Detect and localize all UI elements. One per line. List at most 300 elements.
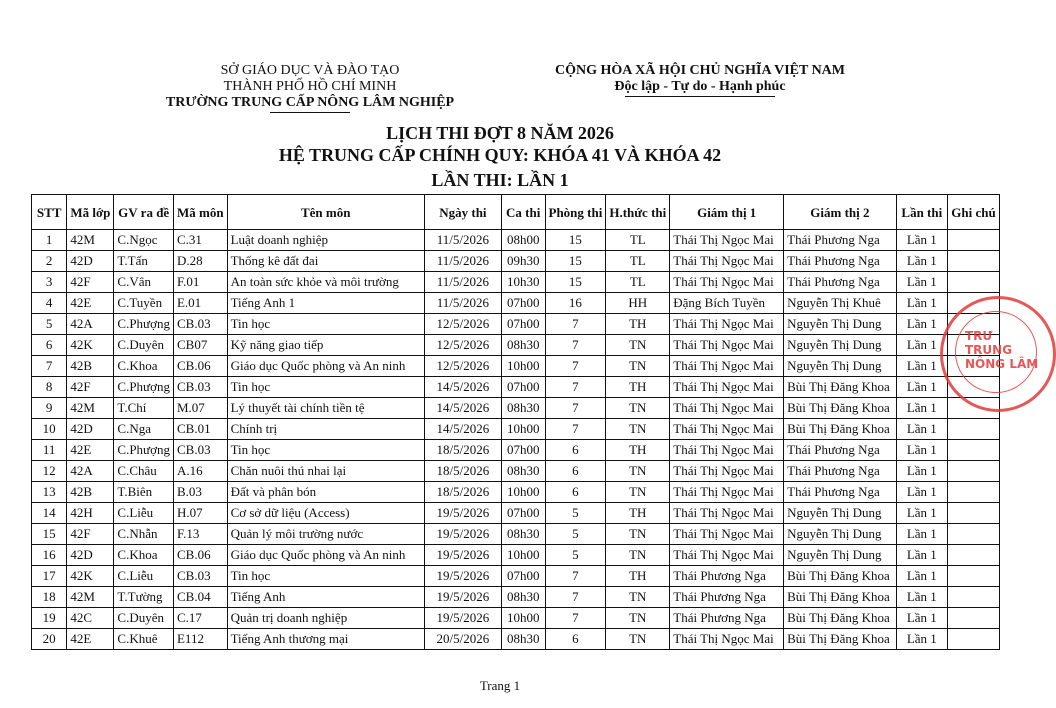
table-row [32,629,1000,650]
cell-attempt: Lần 1 [896,230,947,251]
cell-stt: 20 [32,629,67,650]
cell-exam-format: TN [606,398,670,419]
cell-stt: 7 [32,356,67,377]
cell-proctor-2: Thái Phương Nga [784,272,897,293]
cell-stt: 4 [32,293,67,314]
cell-attempt: Lần 1 [896,272,947,293]
cell-room: 6 [545,440,606,461]
cell-examiner: T.Tường [114,587,174,608]
cell-room: 7 [545,419,606,440]
cell-proctor-1: Thái Thị Ngọc Mai [670,461,784,482]
cell-session: 10h00 [501,356,545,377]
cell-stt: 1 [32,230,67,251]
cell-attempt: Lần 1 [896,566,947,587]
cell-subject-name: Cơ sở dữ liệu (Access) [227,503,424,524]
cell-note [948,419,1000,440]
cell-proctor-1: Thái Thị Ngọc Mai [670,398,784,419]
table-row [32,524,1000,545]
document-subtitle: HỆ TRUNG CẤP CHÍNH QUY: KHÓA 41 VÀ KHÓA 42 [278,145,722,165]
cell-attempt: Lần 1 [896,314,947,335]
cell-class-code: 42F [67,524,114,545]
cell-note [948,251,1000,272]
column-header-subject-code: Mã môn [173,195,227,230]
cell-class-code: 42M [67,398,114,419]
cell-exam-format: TN [606,335,670,356]
table-row [32,482,1000,503]
cell-exam-date: 12/5/2026 [424,356,501,377]
cell-stt: 10 [32,419,67,440]
cell-class-code: 42E [67,440,114,461]
cell-exam-date: 19/5/2026 [424,545,501,566]
cell-subject-name: Thống kê đất đai [227,251,424,272]
cell-attempt: Lần 1 [896,293,947,314]
cell-examiner: C.Duyên [114,335,174,356]
cell-exam-format: TN [606,608,670,629]
cell-subject-code: CB07 [173,335,227,356]
cell-stt: 15 [32,524,67,545]
cell-proctor-1: Thái Phương Nga [670,566,784,587]
cell-examiner: T.Chí [114,398,174,419]
exam-round: LẦN THI: LẦN 1 [431,170,569,190]
cell-class-code: 42D [67,419,114,440]
cell-attempt: Lần 1 [896,356,947,377]
cell-attempt: Lần 1 [896,545,947,566]
cell-class-code: 42C [67,608,114,629]
cell-proctor-2: Thái Phương Nga [784,461,897,482]
cell-stt: 2 [32,251,67,272]
cell-class-code: 42K [67,335,114,356]
cell-subject-name: Tin học [227,440,424,461]
cell-proctor-2: Thái Phương Nga [784,230,897,251]
page-number: Trang 1 [479,678,521,693]
cell-room: 5 [545,503,606,524]
cell-attempt: Lần 1 [896,377,947,398]
cell-class-code: 42E [67,629,114,650]
cell-session: 07h00 [501,293,545,314]
cell-examiner: C.Châu [114,461,174,482]
cell-exam-date: 11/5/2026 [424,272,501,293]
cell-session: 07h00 [501,377,545,398]
cell-subject-code: E112 [173,629,227,650]
cell-proctor-1: Thái Thị Ngọc Mai [670,377,784,398]
cell-room: 7 [545,314,606,335]
country-name: CỘNG HÒA XÃ HỘI CHỦ NGHĨA VIỆT NAM [554,63,845,78]
table-row [32,314,1000,335]
cell-examiner: C.Nhẫn [114,524,174,545]
cell-subject-name: Tin học [227,566,424,587]
cell-exam-date: 14/5/2026 [424,419,501,440]
cell-stt: 8 [32,377,67,398]
cell-exam-format: TN [606,419,670,440]
cell-exam-date: 18/5/2026 [424,482,501,503]
city-name: THÀNH PHỐ HỒ CHÍ MINH [223,79,397,94]
cell-subject-code: F.13 [173,524,227,545]
cell-proctor-2: Nguyễn Thị Dung [784,335,897,356]
table-row [32,566,1000,587]
cell-subject-name: An toàn sức khỏe và môi trường [227,272,424,293]
cell-proctor-2: Nguyễn Thị Dung [784,314,897,335]
table-row [32,440,1000,461]
cell-exam-date: 11/5/2026 [424,293,501,314]
cell-exam-format: TN [606,545,670,566]
cell-subject-code: F.01 [173,272,227,293]
cell-room: 6 [545,629,606,650]
cell-examiner: C.Khoa [114,545,174,566]
cell-note [948,461,1000,482]
cell-session: 08h30 [501,398,545,419]
cell-exam-format: HH [606,293,670,314]
cell-subject-code: E.01 [173,293,227,314]
cell-class-code: 42E [67,293,114,314]
cell-room: 15 [545,230,606,251]
cell-session: 08h30 [501,461,545,482]
cell-room: 7 [545,377,606,398]
table-row [32,419,1000,440]
cell-exam-date: 11/5/2026 [424,230,501,251]
cell-class-code: 42M [67,587,114,608]
cell-subject-code: C.31 [173,230,227,251]
cell-class-code: 42D [67,545,114,566]
cell-stt: 14 [32,503,67,524]
cell-subject-code: CB.04 [173,587,227,608]
cell-proctor-2: Nguyễn Thị Dung [784,524,897,545]
header-right [520,63,880,97]
cell-subject-code: CB.06 [173,356,227,377]
motto: Độc lập - Tự do - Hạnh phúc [614,79,786,94]
cell-class-code: 42A [67,461,114,482]
cell-attempt: Lần 1 [896,251,947,272]
table-body [32,230,1000,650]
cell-room: 7 [545,566,606,587]
column-header-attempt: Lần thi [896,195,947,230]
cell-subject-name: Chăn nuôi thú nhai lại [227,461,424,482]
cell-class-code: 42F [67,377,114,398]
table-row [32,587,1000,608]
cell-session: 08h30 [501,335,545,356]
cell-proctor-2: Bùi Thị Đăng Khoa [784,608,897,629]
cell-class-code: 42K [67,566,114,587]
cell-subject-name: Tin học [227,314,424,335]
cell-proctor-1: Thái Thị Ngọc Mai [670,482,784,503]
cell-exam-date: 19/5/2026 [424,608,501,629]
cell-proctor-1: Thái Thị Ngọc Mai [670,629,784,650]
cell-exam-date: 20/5/2026 [424,629,501,650]
cell-proctor-1: Thái Thị Ngọc Mai [670,503,784,524]
department-name: SỞ GIÁO DỤC VÀ ĐÀO TẠO [220,63,400,78]
table-row [32,356,1000,377]
cell-attempt: Lần 1 [896,398,947,419]
cell-proctor-2: Bùi Thị Đăng Khoa [784,566,897,587]
cell-proctor-1: Thái Thị Ngọc Mai [670,524,784,545]
cell-session: 08h30 [501,629,545,650]
cell-exam-format: TL [606,251,670,272]
cell-proctor-2: Nguyễn Thị Dung [784,356,897,377]
cell-subject-name: Tiếng Anh thương mại [227,629,424,650]
cell-room: 7 [545,356,606,377]
column-header-proctor-2: Giám thị 2 [784,195,897,230]
table-row [32,608,1000,629]
cell-stt: 6 [32,335,67,356]
cell-subject-name: Chính trị [227,419,424,440]
cell-proctor-2: Nguyễn Thị Khuê [784,293,897,314]
cell-subject-name: Luật doanh nghiệp [227,230,424,251]
cell-subject-name: Tiếng Anh [227,587,424,608]
column-header-stt: STT [32,195,67,230]
cell-proctor-1: Thái Thị Ngọc Mai [670,440,784,461]
cell-examiner: C.Khoa [114,356,174,377]
cell-exam-format: TN [606,524,670,545]
cell-session: 10h30 [501,272,545,293]
table-row [32,461,1000,482]
divider [270,112,350,113]
cell-class-code: 42M [67,230,114,251]
cell-examiner: C.Khuê [114,629,174,650]
column-header-room: Phòng thi [545,195,606,230]
seal-text: TRƯ TRUNG NÔNG LÂM [965,329,1039,371]
cell-examiner: C.Nga [114,419,174,440]
cell-exam-date: 18/5/2026 [424,440,501,461]
cell-subject-code: B.03 [173,482,227,503]
cell-subject-name: Tiếng Anh 1 [227,293,424,314]
table-row [32,503,1000,524]
cell-stt: 19 [32,608,67,629]
cell-proctor-1: Thái Thị Ngọc Mai [670,419,784,440]
cell-room: 15 [545,251,606,272]
cell-attempt: Lần 1 [896,335,947,356]
cell-attempt: Lần 1 [896,587,947,608]
cell-note [948,608,1000,629]
cell-class-code: 42F [67,272,114,293]
official-seal [940,296,1056,412]
cell-exam-format: TH [606,440,670,461]
cell-room: 15 [545,272,606,293]
column-header-note: Ghi chú [948,195,1000,230]
cell-subject-name: Tin học [227,377,424,398]
cell-exam-date: 12/5/2026 [424,314,501,335]
cell-room: 7 [545,587,606,608]
cell-examiner: C.Tuyền [114,293,174,314]
cell-note [948,482,1000,503]
cell-subject-code: CB.03 [173,440,227,461]
cell-room: 7 [545,398,606,419]
cell-attempt: Lần 1 [896,419,947,440]
cell-examiner: C.Duyên [114,608,174,629]
cell-exam-date: 12/5/2026 [424,335,501,356]
cell-attempt: Lần 1 [896,524,947,545]
divider [625,96,775,97]
cell-attempt: Lần 1 [896,503,947,524]
cell-stt: 5 [32,314,67,335]
cell-subject-code: H.07 [173,503,227,524]
document-title: LỊCH THI ĐỢT 8 NĂM 2026 [386,123,614,143]
cell-subject-code: A.16 [173,461,227,482]
cell-class-code: 42B [67,356,114,377]
cell-proctor-2: Nguyễn Thị Dung [784,503,897,524]
cell-subject-name: Quản trị doanh nghiệp [227,608,424,629]
cell-session: 07h00 [501,566,545,587]
cell-exam-format: TH [606,314,670,335]
cell-proctor-1: Đặng Bích Tuyền [670,293,784,314]
cell-exam-date: 14/5/2026 [424,398,501,419]
cell-subject-code: CB.03 [173,377,227,398]
cell-examiner: C.Phượng [114,314,174,335]
exam-schedule-table [31,194,1000,650]
cell-exam-format: TL [606,230,670,251]
cell-exam-format: TN [606,461,670,482]
cell-session: 07h00 [501,440,545,461]
cell-stt: 9 [32,398,67,419]
cell-exam-format: TH [606,377,670,398]
cell-proctor-2: Nguyễn Thị Dung [784,545,897,566]
cell-room: 5 [545,524,606,545]
cell-proctor-1: Thái Thị Ngọc Mai [670,335,784,356]
cell-exam-format: TN [606,482,670,503]
cell-session: 10h00 [501,419,545,440]
cell-examiner: C.Liễu [114,503,174,524]
cell-stt: 12 [32,461,67,482]
table-row [32,272,1000,293]
table-header-row [32,195,1000,230]
cell-subject-name: Quản lý môi trường nước [227,524,424,545]
table-row [32,251,1000,272]
cell-session: 08h30 [501,587,545,608]
cell-session: 10h00 [501,608,545,629]
cell-proctor-2: Thái Phương Nga [784,440,897,461]
cell-attempt: Lần 1 [896,482,947,503]
cell-note [948,566,1000,587]
cell-examiner: C.Phượng [114,377,174,398]
cell-proctor-1: Thái Phương Nga [670,587,784,608]
cell-proctor-1: Thái Thị Ngọc Mai [670,230,784,251]
cell-exam-date: 19/5/2026 [424,503,501,524]
cell-exam-format: TH [606,503,670,524]
cell-exam-format: TL [606,272,670,293]
cell-subject-code: C.17 [173,608,227,629]
table-row [32,293,1000,314]
cell-note [948,503,1000,524]
cell-exam-format: TH [606,566,670,587]
cell-proctor-1: Thái Thị Ngọc Mai [670,251,784,272]
column-header-exam-date: Ngày thi [424,195,501,230]
cell-subject-code: CB.06 [173,545,227,566]
cell-proctor-1: Thái Thị Ngọc Mai [670,272,784,293]
cell-class-code: 42D [67,251,114,272]
cell-stt: 13 [32,482,67,503]
cell-proctor-1: Thái Thị Ngọc Mai [670,545,784,566]
column-header-session: Ca thi [501,195,545,230]
cell-session: 07h00 [501,503,545,524]
cell-session: 09h30 [501,251,545,272]
table-row [32,545,1000,566]
cell-proctor-2: Bùi Thị Đăng Khoa [784,419,897,440]
header-left [160,63,460,113]
cell-attempt: Lần 1 [896,440,947,461]
cell-room: 7 [545,335,606,356]
cell-note [948,587,1000,608]
cell-room: 16 [545,293,606,314]
cell-exam-date: 11/5/2026 [424,251,501,272]
cell-room: 6 [545,461,606,482]
cell-exam-date: 19/5/2026 [424,524,501,545]
cell-class-code: 42B [67,482,114,503]
cell-session: 10h00 [501,482,545,503]
cell-room: 5 [545,545,606,566]
cell-stt: 16 [32,545,67,566]
cell-proctor-2: Bùi Thị Đăng Khoa [784,398,897,419]
school-name: TRƯỜNG TRUNG CẤP NÔNG LÂM NGHIỆP [165,95,455,110]
cell-attempt: Lần 1 [896,629,947,650]
column-header-class-code: Mã lớp [67,195,114,230]
cell-proctor-1: Thái Phương Nga [670,608,784,629]
cell-stt: 18 [32,587,67,608]
cell-subject-code: M.07 [173,398,227,419]
cell-note [948,230,1000,251]
cell-exam-date: 14/5/2026 [424,377,501,398]
cell-proctor-2: Thái Phương Nga [784,482,897,503]
cell-proctor-2: Bùi Thị Đăng Khoa [784,377,897,398]
cell-note [948,629,1000,650]
table-row [32,377,1000,398]
cell-attempt: Lần 1 [896,461,947,482]
cell-subject-name: Giáo dục Quốc phòng và An ninh [227,545,424,566]
cell-exam-date: 19/5/2026 [424,587,501,608]
cell-note [948,272,1000,293]
cell-note [948,545,1000,566]
cell-session: 08h00 [501,230,545,251]
column-header-exam-format: H.thức thi [606,195,670,230]
cell-stt: 3 [32,272,67,293]
cell-examiner: T.Tấn [114,251,174,272]
cell-subject-code: D.28 [173,251,227,272]
cell-session: 07h00 [501,314,545,335]
cell-subject-code: CB.03 [173,314,227,335]
cell-stt: 17 [32,566,67,587]
column-header-examiner: GV ra đề [114,195,174,230]
cell-exam-date: 18/5/2026 [424,461,501,482]
cell-session: 08h30 [501,524,545,545]
table-row [32,398,1000,419]
cell-exam-format: TN [606,587,670,608]
cell-proctor-1: Thái Thị Ngọc Mai [670,314,784,335]
cell-room: 6 [545,482,606,503]
cell-class-code: 42H [67,503,114,524]
table-row [32,335,1000,356]
cell-note [948,524,1000,545]
cell-examiner: C.Liễu [114,566,174,587]
cell-subject-name: Lý thuyết tài chính tiền tệ [227,398,424,419]
cell-examiner: C.Vân [114,272,174,293]
column-header-proctor-1: Giám thị 1 [670,195,784,230]
cell-exam-format: TN [606,356,670,377]
table-row [32,230,1000,251]
cell-proctor-2: Bùi Thị Đăng Khoa [784,629,897,650]
cell-proctor-1: Thái Thị Ngọc Mai [670,356,784,377]
cell-subject-name: Giáo dục Quốc phòng và An ninh [227,356,424,377]
cell-stt: 11 [32,440,67,461]
cell-subject-name: Kỹ năng giao tiếp [227,335,424,356]
cell-subject-name: Đất và phân bón [227,482,424,503]
cell-room: 7 [545,608,606,629]
cell-session: 10h00 [501,545,545,566]
column-header-subject-name: Tên môn [227,195,424,230]
cell-attempt: Lần 1 [896,608,947,629]
cell-proctor-2: Bùi Thị Đăng Khoa [784,587,897,608]
cell-proctor-2: Thái Phương Nga [784,251,897,272]
cell-exam-format: TN [606,629,670,650]
cell-subject-code: CB.03 [173,566,227,587]
cell-examiner: T.Biên [114,482,174,503]
cell-class-code: 42A [67,314,114,335]
